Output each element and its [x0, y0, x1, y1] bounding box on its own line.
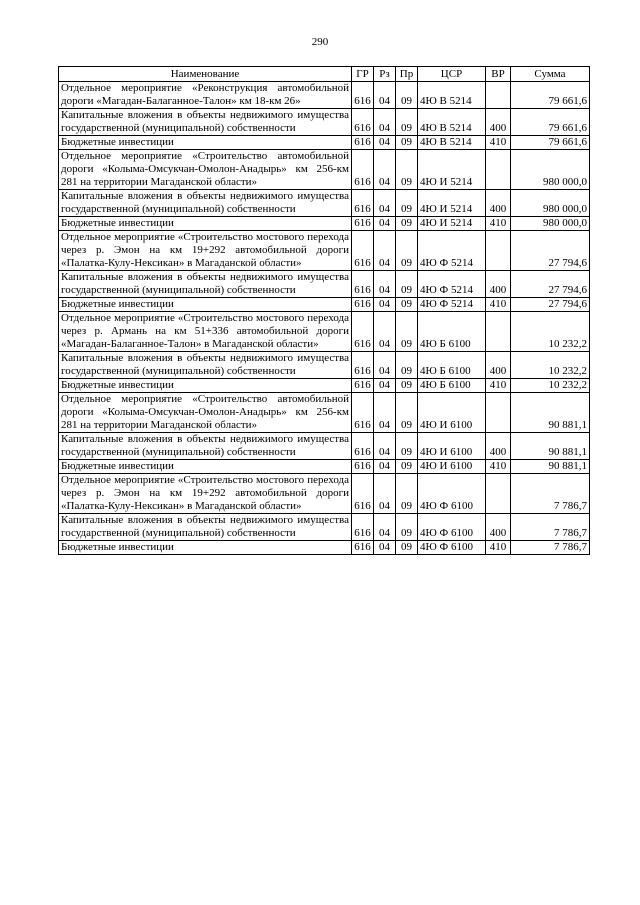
row-sum-cell: 90 881,1: [511, 460, 590, 474]
row-pr-cell: 09: [396, 271, 418, 298]
table-header-row: [59, 67, 590, 82]
row-csr-cell: 4Ю Б 6100: [418, 312, 486, 352]
row-pr-cell: 09: [396, 379, 418, 393]
table-row: [59, 298, 590, 312]
row-vr-cell: 400: [486, 271, 511, 298]
table-row: [59, 136, 590, 150]
table-row: [59, 312, 590, 352]
row-pr-cell: 09: [396, 514, 418, 541]
row-csr-cell: 4Ю И 5214: [418, 217, 486, 231]
row-vr-cell: [486, 393, 511, 433]
row-csr-cell: 4Ю Ф 6100: [418, 474, 486, 514]
table-row: [59, 474, 590, 514]
row-rz-cell: 04: [374, 298, 396, 312]
row-gr-cell: 616: [352, 231, 374, 271]
row-gr-cell: 616: [352, 460, 374, 474]
budget-table: [58, 66, 590, 555]
row-sum-cell: 980 000,0: [511, 217, 590, 231]
row-pr-cell: 09: [396, 541, 418, 555]
row-gr-cell: 616: [352, 190, 374, 217]
row-sum-cell: 79 661,6: [511, 109, 590, 136]
row-sum-cell: 27 794,6: [511, 271, 590, 298]
row-name-cell: Капитальные вложения в объекты недвижимого имущества государственной (муниципальной) собственности: [59, 109, 352, 136]
row-sum-cell: 7 786,7: [511, 541, 590, 555]
row-name-cell: Бюджетные инвестиции: [59, 298, 352, 312]
row-rz-cell: 04: [374, 82, 396, 109]
row-name-cell: Капитальные вложения в объекты недвижимого имущества государственной (муниципальной) собственности: [59, 514, 352, 541]
row-rz-cell: 04: [374, 393, 396, 433]
column-header-rz: Рз: [374, 67, 396, 82]
table-row: [59, 217, 590, 231]
row-vr-cell: 410: [486, 379, 511, 393]
row-gr-cell: 616: [352, 312, 374, 352]
row-sum-cell: 10 232,2: [511, 312, 590, 352]
row-gr-cell: 616: [352, 541, 374, 555]
column-header-csr: ЦСР: [418, 67, 486, 82]
row-pr-cell: 09: [396, 298, 418, 312]
row-csr-cell: 4Ю Б 6100: [418, 352, 486, 379]
table-row: [59, 82, 590, 109]
row-csr-cell: 4Ю И 6100: [418, 433, 486, 460]
row-vr-cell: 410: [486, 460, 511, 474]
row-gr-cell: 616: [352, 217, 374, 231]
row-gr-cell: 616: [352, 82, 374, 109]
page-number: 290: [311, 36, 329, 48]
row-sum-cell: 980 000,0: [511, 190, 590, 217]
row-name-cell: Отдельное мероприятие «Строительство мостового перехода через р. Эмон на км 19+292 автомобильной дороги «Палатка-Кулу-Нексикан» в Магаданской области»: [59, 474, 352, 514]
row-sum-cell: 27 794,6: [511, 298, 590, 312]
row-rz-cell: 04: [374, 541, 396, 555]
row-rz-cell: 04: [374, 352, 396, 379]
row-vr-cell: 410: [486, 541, 511, 555]
table-row: [59, 433, 590, 460]
row-vr-cell: 400: [486, 514, 511, 541]
row-name-cell: Отдельное мероприятие «Реконструкция автомобильной дороги «Магадан-Балаганное-Талон» км 18-км 26»: [59, 82, 352, 109]
row-pr-cell: 09: [396, 231, 418, 271]
row-csr-cell: 4Ю В 5214: [418, 136, 486, 150]
row-pr-cell: 09: [396, 312, 418, 352]
row-pr-cell: 09: [396, 190, 418, 217]
row-vr-cell: [486, 312, 511, 352]
row-gr-cell: 616: [352, 298, 374, 312]
row-csr-cell: 4Ю В 5214: [418, 109, 486, 136]
row-pr-cell: 09: [396, 82, 418, 109]
row-rz-cell: 04: [374, 231, 396, 271]
row-rz-cell: 04: [374, 190, 396, 217]
row-gr-cell: 616: [352, 352, 374, 379]
row-pr-cell: 09: [396, 136, 418, 150]
row-gr-cell: 616: [352, 474, 374, 514]
row-vr-cell: [486, 150, 511, 190]
table-row: [59, 352, 590, 379]
row-csr-cell: 4Ю Ф 5214: [418, 231, 486, 271]
row-sum-cell: 7 786,7: [511, 514, 590, 541]
table-row: [59, 541, 590, 555]
row-name-cell: Бюджетные инвестиции: [59, 460, 352, 474]
table-row: [59, 379, 590, 393]
row-name-cell: Бюджетные инвестиции: [59, 217, 352, 231]
row-pr-cell: 09: [396, 109, 418, 136]
row-gr-cell: 616: [352, 379, 374, 393]
row-sum-cell: 27 794,6: [511, 231, 590, 271]
row-pr-cell: 09: [396, 150, 418, 190]
row-vr-cell: 400: [486, 433, 511, 460]
row-sum-cell: 10 232,2: [511, 352, 590, 379]
row-name-cell: Отдельное мероприятие «Строительство автомобильной дороги «Колыма-Омсукчан-Омолон-Анадырь» км 256-км 281 на территории Магаданской области»: [59, 393, 352, 433]
row-gr-cell: 616: [352, 433, 374, 460]
row-pr-cell: 09: [396, 474, 418, 514]
row-pr-cell: 09: [396, 433, 418, 460]
row-rz-cell: 04: [374, 460, 396, 474]
table-row: [59, 231, 590, 271]
row-gr-cell: 616: [352, 109, 374, 136]
row-sum-cell: 90 881,1: [511, 433, 590, 460]
row-vr-cell: [486, 82, 511, 109]
table-row: [59, 109, 590, 136]
row-gr-cell: 616: [352, 150, 374, 190]
row-rz-cell: 04: [374, 474, 396, 514]
row-csr-cell: 4Ю Ф 6100: [418, 541, 486, 555]
row-pr-cell: 09: [396, 217, 418, 231]
row-csr-cell: 4Ю Ф 5214: [418, 271, 486, 298]
row-pr-cell: 09: [396, 460, 418, 474]
row-name-cell: Отдельное мероприятие «Строительство мостового перехода через р. Армань на км 51+336 автомобильной дороги «Магадан-Балаганное-Талон» в Магаданской области»: [59, 312, 352, 352]
row-rz-cell: 04: [374, 150, 396, 190]
row-rz-cell: 04: [374, 312, 396, 352]
table-body: [59, 82, 590, 555]
row-csr-cell: 4Ю И 6100: [418, 393, 486, 433]
column-header-vr: ВР: [486, 67, 511, 82]
row-gr-cell: 616: [352, 514, 374, 541]
row-name-cell: Бюджетные инвестиции: [59, 379, 352, 393]
row-csr-cell: 4Ю И 5214: [418, 190, 486, 217]
row-vr-cell: 400: [486, 190, 511, 217]
row-sum-cell: 79 661,6: [511, 82, 590, 109]
row-name-cell: Капитальные вложения в объекты недвижимого имущества государственной (муниципальной) собственности: [59, 433, 352, 460]
row-csr-cell: 4Ю И 5214: [418, 150, 486, 190]
row-vr-cell: [486, 474, 511, 514]
row-name-cell: Капитальные вложения в объекты недвижимого имущества государственной (муниципальной) собственности: [59, 352, 352, 379]
row-vr-cell: 410: [486, 136, 511, 150]
row-sum-cell: 10 232,2: [511, 379, 590, 393]
row-rz-cell: 04: [374, 379, 396, 393]
row-sum-cell: 90 881,1: [511, 393, 590, 433]
table-row: [59, 150, 590, 190]
row-sum-cell: 79 661,6: [511, 136, 590, 150]
row-sum-cell: 980 000,0: [511, 150, 590, 190]
row-gr-cell: 616: [352, 136, 374, 150]
table-row: [59, 460, 590, 474]
row-name-cell: Капитальные вложения в объекты недвижимого имущества государственной (муниципальной) собственности: [59, 271, 352, 298]
row-rz-cell: 04: [374, 514, 396, 541]
row-name-cell: Отдельное мероприятие «Строительство автомобильной дороги «Колыма-Омсукчан-Омолон-Анадырь» км 256-км 281 на территории Магаданской области»: [59, 150, 352, 190]
table-row: [59, 190, 590, 217]
row-vr-cell: 410: [486, 298, 511, 312]
table-row: [59, 514, 590, 541]
row-rz-cell: 04: [374, 109, 396, 136]
row-rz-cell: 04: [374, 217, 396, 231]
row-rz-cell: 04: [374, 271, 396, 298]
row-sum-cell: 7 786,7: [511, 474, 590, 514]
row-gr-cell: 616: [352, 271, 374, 298]
row-csr-cell: 4Ю И 6100: [418, 460, 486, 474]
row-gr-cell: 616: [352, 393, 374, 433]
column-header-gr: ГР: [352, 67, 374, 82]
row-name-cell: Капитальные вложения в объекты недвижимого имущества государственной (муниципальной) собственности: [59, 190, 352, 217]
column-header-sum: Сумма: [511, 67, 590, 82]
row-vr-cell: 410: [486, 217, 511, 231]
row-name-cell: Отдельное мероприятие «Строительство мостового перехода через р. Эмон на км 19+292 автомобильной дороги «Палатка-Кулу-Нексикан» в Магаданской области»: [59, 231, 352, 271]
column-header-name: Наименование: [59, 67, 352, 82]
row-name-cell: Бюджетные инвестиции: [59, 136, 352, 150]
row-pr-cell: 09: [396, 393, 418, 433]
column-header-pr: Пр: [396, 67, 418, 82]
row-csr-cell: 4Ю В 5214: [418, 82, 486, 109]
table-row: [59, 393, 590, 433]
row-rz-cell: 04: [374, 433, 396, 460]
table-row: [59, 271, 590, 298]
row-csr-cell: 4Ю Ф 6100: [418, 514, 486, 541]
row-rz-cell: 04: [374, 136, 396, 150]
row-csr-cell: 4Ю Ф 5214: [418, 298, 486, 312]
row-pr-cell: 09: [396, 352, 418, 379]
row-csr-cell: 4Ю Б 6100: [418, 379, 486, 393]
row-name-cell: Бюджетные инвестиции: [59, 541, 352, 555]
row-vr-cell: 400: [486, 109, 511, 136]
row-vr-cell: 400: [486, 352, 511, 379]
row-vr-cell: [486, 231, 511, 271]
